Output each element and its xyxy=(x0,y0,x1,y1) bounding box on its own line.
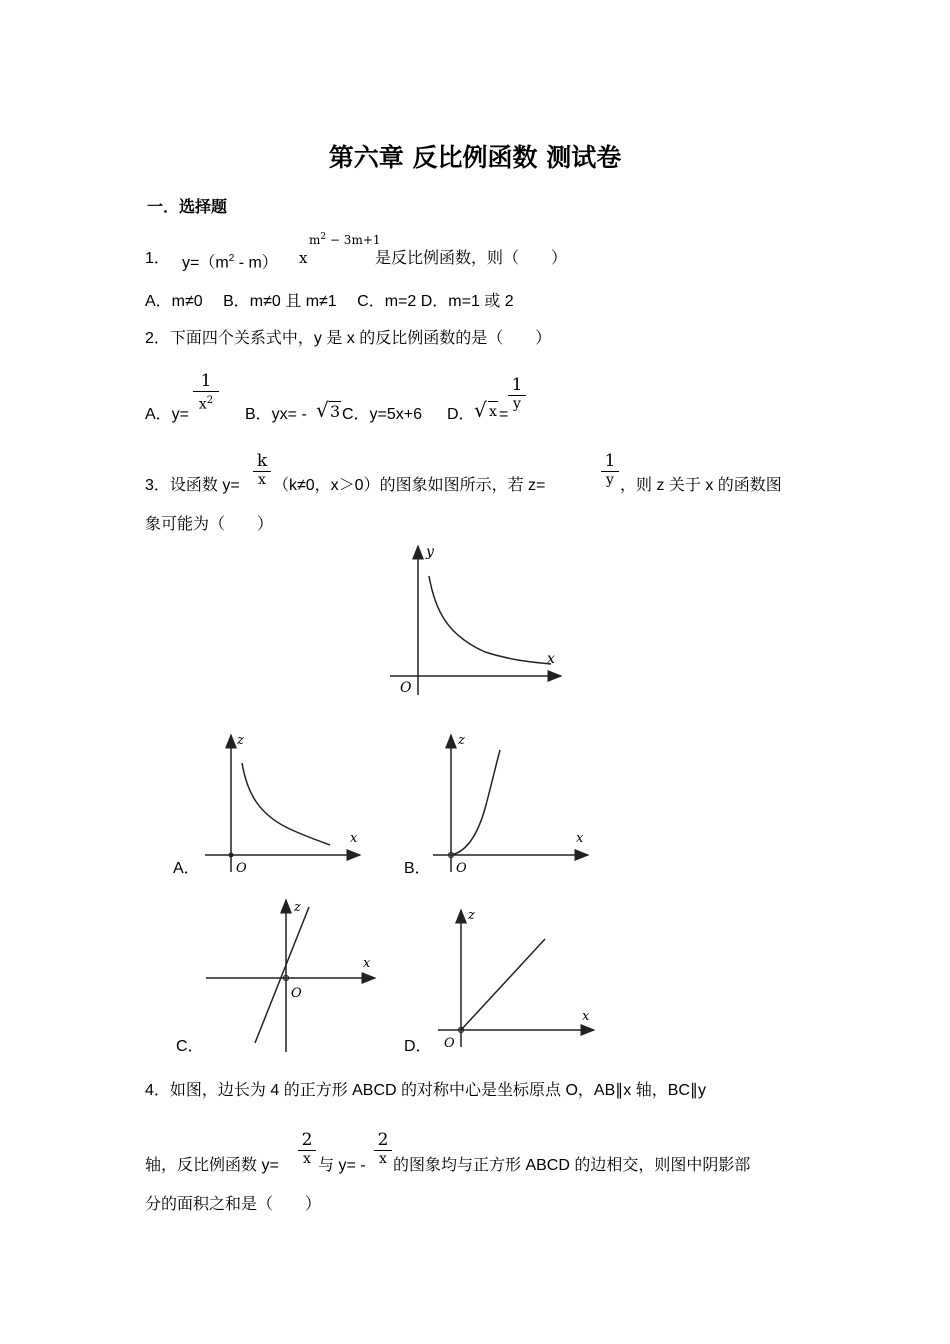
curve xyxy=(242,763,330,845)
x-axis-label: x xyxy=(363,956,371,971)
q4-and: 与 y= - xyxy=(318,1157,366,1174)
q2-option-a-fraction: 1 $x^2$ xyxy=(193,372,219,414)
q2-option-d-equals: = xyxy=(499,406,509,423)
q3-post: ，则 z 关于 x 的函数图 xyxy=(620,477,782,494)
q1-base: x xyxy=(299,249,308,267)
sqrt-icon: √ xyxy=(474,398,487,422)
q1-lead: $y=(m^2 - m)$ xyxy=(182,253,278,272)
q2-text: 2．下面四个关系式中，y 是 x 的反比例函数的是（ ） xyxy=(145,330,552,347)
q3-k-fraction: k x xyxy=(253,452,271,489)
x-axis-label: x xyxy=(350,831,358,846)
q1-tail: 是反比例函数，则（ ） xyxy=(375,250,568,267)
q1-exponent: $m^2 - 3m+1$ xyxy=(309,232,381,247)
q4-line1: 4．如图，边长为 4 的正方形 ABCD 的对称中心是坐标原点 O，AB∥x 轴，BC∥y xyxy=(145,1082,706,1099)
origin-label: O xyxy=(236,861,247,876)
z-axis-label: z xyxy=(237,733,244,748)
q4-fraction-2: 2 x xyxy=(374,1131,392,1168)
origin-label: O xyxy=(456,861,467,876)
q2-option-d-radicand: x xyxy=(488,401,498,422)
q3-option-d-graph xyxy=(428,905,603,1055)
q4-prefix: 轴，反比例函数 y= xyxy=(145,1157,279,1174)
q4-fraction-1: 2 x xyxy=(298,1131,316,1168)
q4-post: 的图象均与正方形 ABCD 的边相交，则图中阴影部 xyxy=(393,1157,751,1174)
curve xyxy=(451,750,500,855)
sqrt-icon: √ xyxy=(316,398,329,422)
q2-option-a-label: A．y= xyxy=(145,406,190,423)
q2-option-b-radicand: 3 xyxy=(330,402,341,421)
q2-option-d-fraction: 1 y xyxy=(508,376,526,413)
page-title: 第六章 反比例函数 测试卷 xyxy=(328,143,622,172)
hyperbola-curve xyxy=(429,576,551,664)
q3-option-c-graph xyxy=(200,895,380,1060)
origin-label: O xyxy=(444,1036,455,1051)
q1-options: A．m≠0 B．m≠0 且 m≠1 C．m=2 D．m=1 或 2 xyxy=(145,293,514,310)
q3-prefix: 3．设函数 y= xyxy=(145,477,240,494)
q2-option-d-label: D． xyxy=(447,406,475,423)
q3-option-d-label: D． xyxy=(404,1038,432,1055)
x-axis-label: x xyxy=(576,831,584,846)
z-axis-label: z xyxy=(458,733,465,748)
z-axis-label: z xyxy=(468,908,475,923)
y-axis-label: y xyxy=(426,544,434,560)
section-heading: 一．选择题 xyxy=(147,197,228,216)
q3-z-fraction: 1 y xyxy=(601,452,619,489)
q2-option-b-label: B．yx= - xyxy=(245,406,307,423)
q3-option-c-label: C． xyxy=(176,1038,204,1055)
q3-option-b-label: B． xyxy=(404,860,431,877)
q3-main-graph xyxy=(385,540,570,700)
q3-option-a-graph xyxy=(200,730,370,880)
line xyxy=(461,939,545,1030)
q2-option-c-label: C．y=5x+6 xyxy=(342,406,423,423)
origin-label: O xyxy=(400,680,412,696)
q3-option-b-graph xyxy=(428,730,598,880)
x-axis-label: x xyxy=(547,651,555,667)
line xyxy=(255,907,309,1043)
origin-label: O xyxy=(291,986,302,1001)
q4-line3: 分的面积之和是（ ） xyxy=(145,1196,322,1213)
q3-option-a-label: A． xyxy=(173,860,200,877)
x-axis-label: x xyxy=(582,1009,590,1024)
q3-line2: 象可能为（ ） xyxy=(145,516,274,533)
q1-number: 1． xyxy=(145,250,170,267)
origin-dot xyxy=(229,853,234,858)
q3-middle: （k≠0，x＞0）的图象如图所示，若 z= xyxy=(273,477,546,494)
z-axis-label: z xyxy=(294,900,301,915)
